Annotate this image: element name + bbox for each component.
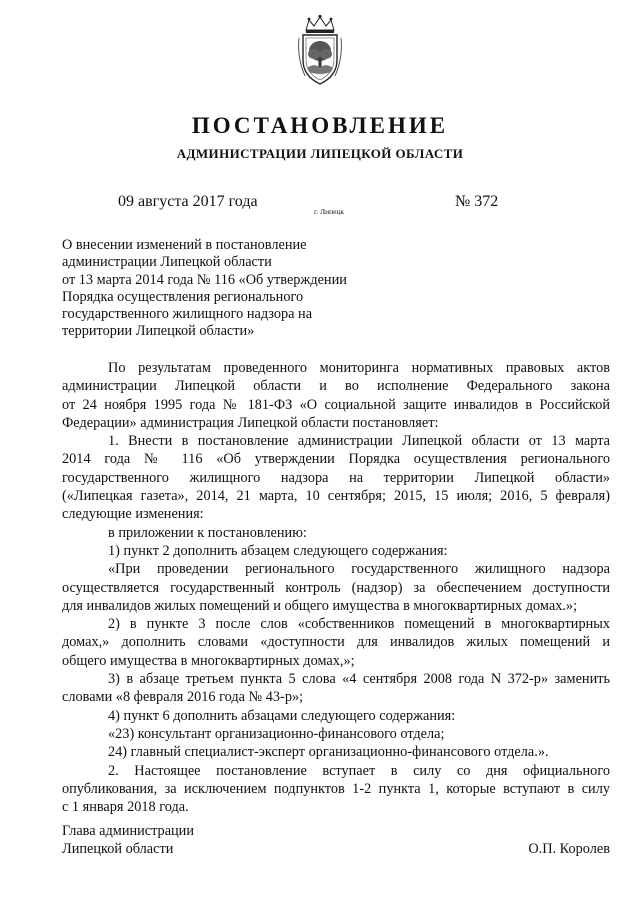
body-line: («Липецкая газета», 2014, 21 марта, 10 сентября; 2015, 15 июля; 2016, 5 февраля) [62, 488, 610, 505]
body-line: домах,» дополнить словами «доступности для инвалидов жилых помещений и [62, 634, 610, 651]
body-line: 2) в пункте 3 после слов «собственников помещений в многоквартирных [108, 616, 610, 633]
subject-line: государственного жилищного надзора на [62, 306, 313, 323]
document-subject [62, 237, 422, 341]
subject-line: О внесении изменений в постановление [62, 237, 307, 253]
document-title: ПОСТАНОВЛЕНИЕ [191, 113, 449, 138]
body-line: Федерации» администрация Липецкой области постановляет: [62, 414, 439, 431]
signature-row [62, 822, 610, 840]
document-city: г. Липецк [314, 207, 345, 216]
body-line: 24) главный специалист-эксперт организационно-финансового отдела.». [108, 744, 549, 761]
body-line: 2014 года № 116 «Об утверждении Порядка осуществления регионального [62, 451, 610, 468]
signatory-name: О.П. Королев [528, 841, 610, 857]
body-line: от 24 ноября 1995 года № 181-ФЗ «О социальной защите инвалидов в Российской [62, 396, 610, 413]
body-line: По результатам проведенного мониторинга нормативных правовых актов [108, 360, 610, 376]
body-line: «23) консультант организационно-финансового отдела; [108, 725, 445, 742]
signatory-position: Глава администрации [62, 823, 194, 839]
subject-line: Порядка осуществления регионального [62, 288, 304, 305]
body-line: «При проведении регионального государственного жилищного надзора [108, 561, 610, 578]
body-line: с 1 января 2018 года. [62, 799, 189, 816]
issuing-authority: АДМИНИСТРАЦИИ ЛИПЕЦКОЙ ОБЛАСТИ [176, 146, 464, 161]
document-body [62, 359, 610, 816]
document-number: № 372 [455, 193, 499, 210]
subject-line: администрации Липецкой области [62, 254, 272, 271]
subject-line: территории Липецкой области» [62, 323, 255, 340]
body-line: 1) пункт 2 дополнить абзацем следующего содержания: [108, 542, 448, 559]
body-line: опубликования, за исключением подпунктов 1-2 пункта 1, которые вступают в силу [62, 780, 610, 797]
subject-line: от 13 марта 2014 года № 116 «Об утверждении [62, 271, 347, 288]
body-line: для инвалидов жилых помещений и общего имущества в многоквартирных домах.»; [62, 597, 578, 614]
signature-row [62, 840, 610, 858]
lipetsk-coat-of-arms-icon [296, 14, 344, 88]
body-line: 2. Настоящее постановление вступает в силу со дня официального [108, 762, 610, 779]
body-line: 1. Внести в постановление администрации Липецкой области от 13 марта [108, 433, 610, 450]
body-line: в приложении к постановлению: [108, 524, 307, 541]
body-line: администрации Липецкой области и во исполнение Федерального закона [62, 378, 610, 395]
body-line: общего имущества в многоквартирных домах,»; [62, 652, 355, 669]
body-line: следующие изменения: [62, 506, 204, 523]
document-date: 09 августа 2017 года [118, 193, 258, 210]
signature-block [62, 822, 610, 858]
body-line: 3) в абзаце третьем пункта 5 слова «4 сентября 2008 года N 372-р» заменить [108, 671, 610, 688]
body-line: словами «8 февраля 2016 года № 43-р»; [62, 689, 304, 706]
body-line: осуществляется государственный контроль (надзор) за обеспечением доступности [62, 579, 610, 596]
body-line: государственного жилищного надзора на территории Липецкой области» [62, 469, 610, 486]
signatory-region: Липецкой области [62, 841, 174, 857]
body-line: 4) пункт 6 дополнить абзацами следующего содержания: [108, 707, 456, 724]
